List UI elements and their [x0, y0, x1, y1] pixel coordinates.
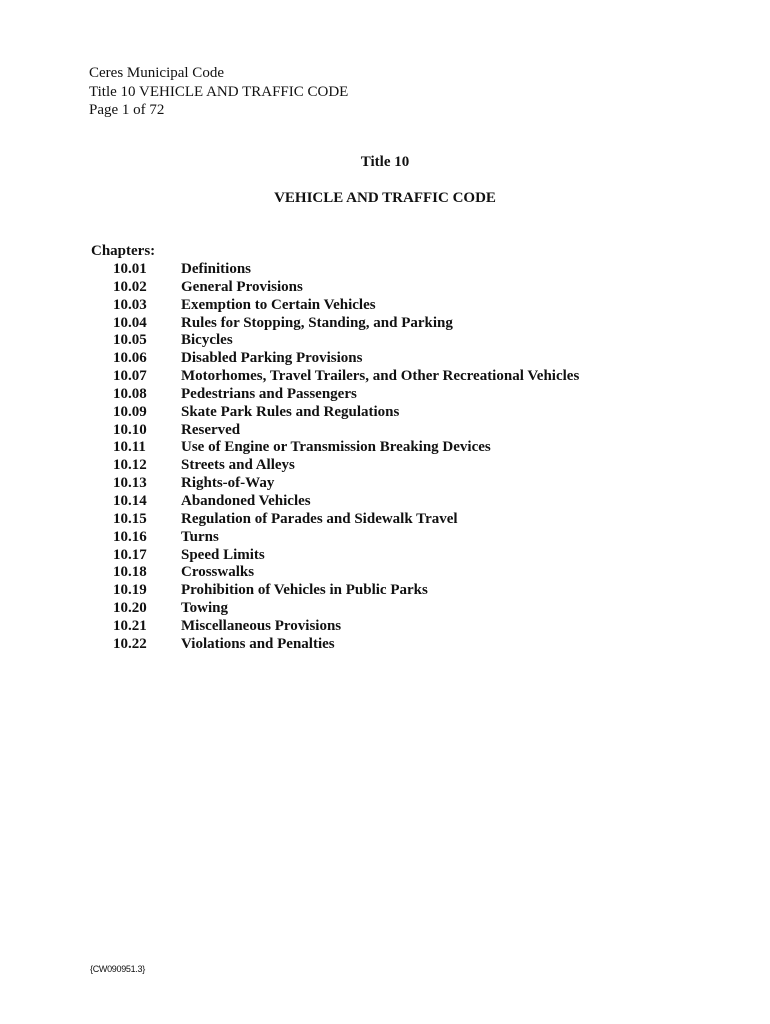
chapter-title: Miscellaneous Provisions: [181, 617, 342, 634]
chapter-title: Violations and Penalties: [181, 635, 335, 652]
chapter-title: Bicycles: [181, 332, 233, 349]
chapter-number: 10.19: [113, 582, 147, 599]
chapter-number: 10.06: [113, 350, 147, 367]
chapter-row: [113, 350, 579, 368]
chapter-number: 10.16: [113, 528, 147, 545]
chapter-title: Streets and Alleys: [181, 457, 295, 474]
chapter-row: [113, 564, 579, 582]
chapter-row: [113, 297, 579, 315]
chapter-number: 10.10: [113, 421, 147, 438]
chapter-title: General Provisions: [181, 278, 303, 295]
chapter-title: Rights-of-Way: [181, 475, 275, 492]
chapter-title: Rules for Stopping, Standing, and Parking: [181, 314, 453, 331]
code-name: Ceres Municipal Code: [89, 65, 224, 81]
chapter-row: [113, 315, 579, 333]
chapter-number: 10.07: [113, 368, 147, 385]
chapter-title: Speed Limits: [181, 546, 265, 563]
chapter-number: 10.09: [113, 403, 147, 420]
chapter-number: 10.08: [113, 385, 147, 402]
chapter-title: Crosswalks: [181, 564, 255, 581]
chapter-row: [113, 368, 579, 386]
chapter-number: 10.03: [113, 296, 147, 313]
chapter-title: Abandoned Vehicles: [181, 492, 311, 509]
chapter-row: [113, 493, 579, 511]
chapter-number: 10.04: [113, 314, 147, 331]
chapter-number: 10.22: [113, 635, 147, 652]
title-line: Title 10 VEHICLE AND TRAFFIC CODE: [89, 83, 349, 100]
chapter-row: [113, 636, 579, 654]
chapter-title: Regulation of Parades and Sidewalk Travel: [181, 510, 458, 527]
chapter-title: Exemption to Certain Vehicles: [181, 296, 376, 313]
page-number: Page 1 of 72: [89, 102, 165, 118]
chapter-row: [113, 422, 579, 440]
chapter-row: [113, 261, 579, 279]
chapter-number: 10.15: [113, 510, 147, 527]
chapter-number: 10.20: [113, 600, 147, 617]
document-header: [89, 64, 348, 120]
chapter-row: [113, 511, 579, 529]
chapter-row: [113, 439, 579, 457]
chapter-title: Reserved: [181, 421, 241, 438]
chapter-row: [113, 582, 579, 600]
chapter-number: 10.05: [113, 332, 147, 349]
chapter-title: Turns: [181, 528, 219, 545]
chapter-row: [113, 457, 579, 475]
chapter-title: Disabled Parking Provisions: [181, 350, 363, 367]
document-id-footer: {CW090951.3}: [90, 964, 145, 974]
chapter-number: 10.13: [113, 475, 147, 492]
chapter-number: 10.18: [113, 564, 147, 581]
chapters-label: Chapters:: [91, 243, 156, 259]
chapter-number: 10.11: [113, 439, 146, 456]
chapter-title: Pedestrians and Passengers: [181, 385, 357, 402]
chapter-row: [113, 332, 579, 350]
chapter-number: 10.17: [113, 546, 147, 563]
chapter-number: 10.01: [113, 261, 147, 277]
chapter-title: Skate Park Rules and Regulations: [181, 403, 400, 420]
chapter-number: 10.02: [113, 278, 147, 295]
chapter-row: [113, 279, 579, 297]
chapter-list: [113, 261, 579, 654]
chapter-row: [113, 547, 579, 565]
chapter-number: 10.12: [113, 457, 147, 474]
title-name: VEHICLE AND TRAFFIC CODE: [274, 190, 496, 206]
chapter-row: [113, 475, 579, 493]
chapter-title: Motorhomes, Travel Trailers, and Other Recreational Vehicles: [181, 368, 580, 385]
chapter-row: [113, 404, 579, 422]
chapter-title: Definitions: [181, 261, 252, 277]
chapter-row: [113, 386, 579, 404]
chapter-title: Towing: [181, 600, 228, 617]
chapter-row: [113, 618, 579, 636]
chapter-number: 10.14: [113, 492, 147, 509]
chapter-title: Prohibition of Vehicles in Public Parks: [181, 582, 428, 599]
chapter-row: [113, 529, 579, 547]
chapter-row: [113, 600, 579, 618]
chapter-title: Use of Engine or Transmission Breaking Devices: [181, 439, 491, 456]
title-number: Title 10: [360, 154, 410, 170]
chapter-number: 10.21: [113, 617, 147, 634]
